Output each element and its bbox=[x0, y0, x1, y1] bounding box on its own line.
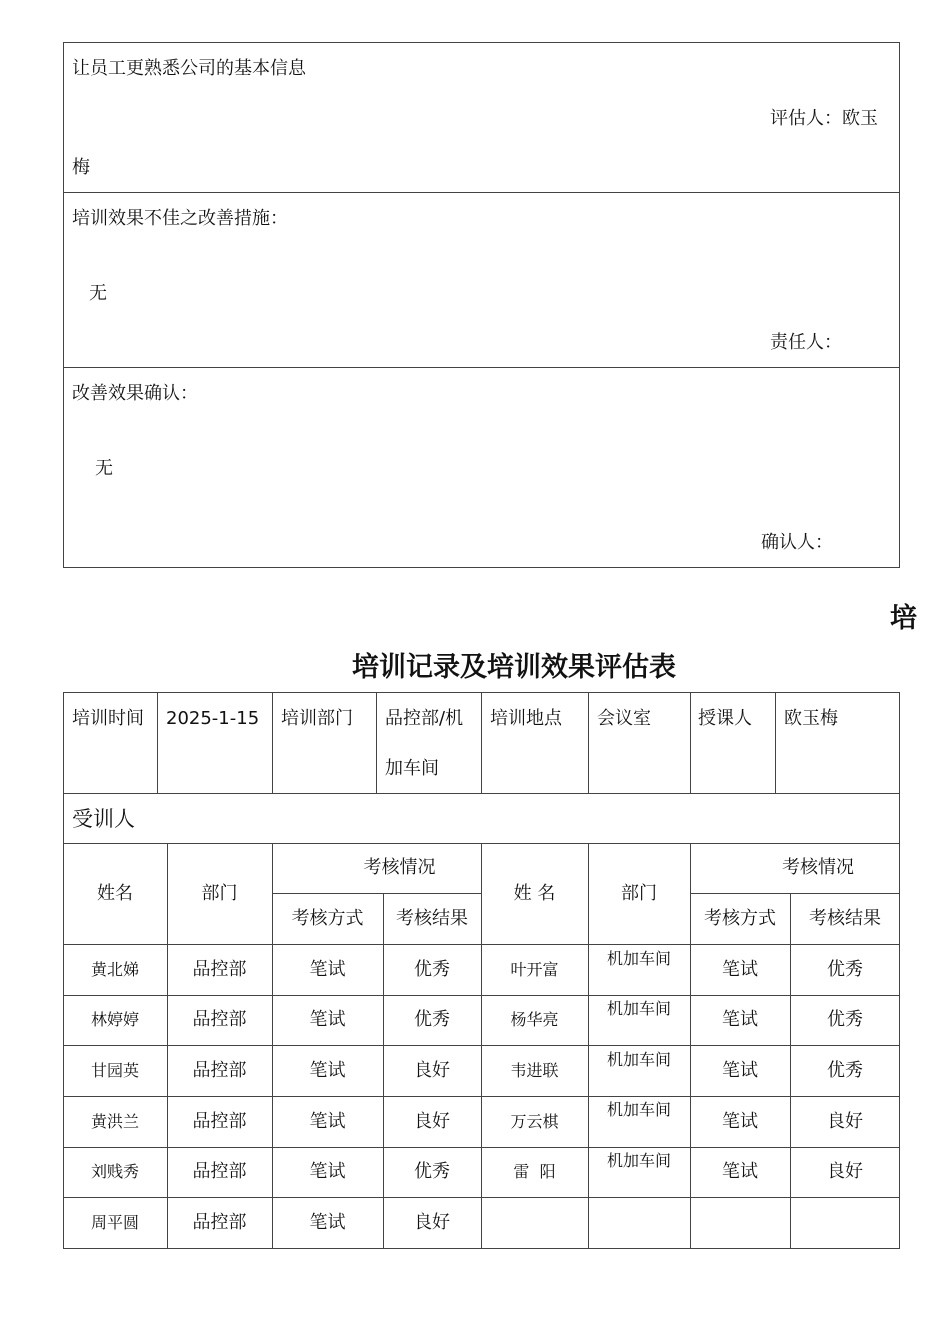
evaluator-label: 评估人：欧玉 bbox=[770, 108, 878, 129]
cell-dept-2: 机加车间 bbox=[606, 1050, 671, 1069]
confirm-label: 改善效果确认： bbox=[72, 383, 198, 404]
cell-name: 刘贱秀 bbox=[90, 1162, 139, 1181]
cell-result: 优秀 bbox=[414, 958, 450, 980]
trainees-label: 受训人 bbox=[72, 807, 135, 831]
cell-result: 优秀 bbox=[414, 1161, 450, 1182]
training-dept-value-wrap: 加车间 bbox=[385, 758, 439, 779]
cell-dept-2: 机加车间 bbox=[606, 999, 671, 1018]
col-header-result: 考核结果 bbox=[396, 907, 468, 929]
teacher-label: 授课人 bbox=[698, 708, 752, 729]
cell-name-2: 万云棋 bbox=[510, 1111, 559, 1131]
col-header-dept-2: 部门 bbox=[621, 882, 657, 904]
cell-result-2: 良好 bbox=[827, 1161, 863, 1182]
cell-dept-2: 机加车间 bbox=[606, 1100, 671, 1119]
cell-dept: 品控部 bbox=[192, 958, 247, 980]
col-header-method-2: 考核方式 bbox=[704, 907, 776, 929]
cell-name: 甘园英 bbox=[90, 1060, 139, 1080]
col-header-method: 考核方式 bbox=[291, 907, 364, 929]
cell-name: 黄北娣 bbox=[90, 959, 139, 979]
training-dept-label: 培训部门 bbox=[281, 708, 353, 729]
table-rule bbox=[272, 692, 273, 793]
title-fragment: 培 bbox=[890, 603, 917, 634]
cell-dept: 品控部 bbox=[192, 1161, 247, 1182]
cell-result-2: 优秀 bbox=[827, 1009, 863, 1030]
cell-dept: 品控部 bbox=[192, 1009, 247, 1030]
improve-measures-value: 无 bbox=[89, 283, 107, 304]
cell-method: 笔试 bbox=[309, 1009, 346, 1030]
cell-name: 周平圆 bbox=[90, 1213, 139, 1232]
cell-name-2: 杨华亮 bbox=[510, 1010, 559, 1029]
cell-method: 笔试 bbox=[309, 1059, 346, 1081]
table-rule bbox=[690, 692, 691, 793]
cell-method-2: 笔试 bbox=[722, 1059, 758, 1081]
cell-dept-2: 机加车间 bbox=[606, 949, 671, 968]
upper-divider bbox=[63, 192, 900, 193]
cell-result-2 bbox=[790, 1197, 900, 1249]
responsible-label: 责任人： bbox=[770, 332, 842, 353]
cell-method: 笔试 bbox=[309, 1212, 346, 1233]
evaluator-name-wrap: 梅 bbox=[72, 157, 90, 178]
improve-measures-label: 培训效果不佳之改善措施： bbox=[72, 208, 288, 229]
cell-name-2 bbox=[481, 1197, 588, 1249]
cell-result-2: 优秀 bbox=[827, 1059, 863, 1081]
cell-dept: 品控部 bbox=[192, 1110, 247, 1132]
training-place-value: 会议室 bbox=[597, 708, 651, 729]
table-rule bbox=[376, 692, 377, 793]
cell-method: 笔试 bbox=[309, 958, 346, 980]
table-rule bbox=[157, 692, 158, 793]
col-header-assess: 考核情况 bbox=[363, 857, 436, 878]
col-header-name-2: 姓 名 bbox=[513, 882, 556, 904]
table-rule bbox=[588, 692, 589, 793]
col-header-result-2: 考核结果 bbox=[809, 907, 881, 929]
cell-result: 良好 bbox=[414, 1110, 450, 1132]
col-header-name: 姓名 bbox=[97, 882, 133, 904]
training-dept-value: 品控部/机 bbox=[385, 708, 464, 729]
cell-name: 黄洪兰 bbox=[90, 1111, 139, 1131]
cell-name-2: 雷 阳 bbox=[513, 1162, 556, 1181]
table-rule bbox=[481, 692, 482, 793]
cell-name-2: 韦进联 bbox=[510, 1060, 559, 1080]
cell-result: 良好 bbox=[414, 1212, 450, 1233]
cell-result: 良好 bbox=[414, 1059, 450, 1081]
cell-dept: 品控部 bbox=[192, 1212, 247, 1233]
upper-divider bbox=[63, 367, 900, 368]
cell-result-2: 优秀 bbox=[827, 958, 863, 980]
cell-method-2: 笔试 bbox=[722, 958, 758, 980]
cell-name-2: 叶开富 bbox=[510, 959, 559, 979]
page-title: 培训记录及培训效果评估表 bbox=[352, 652, 676, 683]
cell-dept-2: 机加车间 bbox=[606, 1151, 671, 1170]
teacher-value: 欧玉梅 bbox=[784, 708, 838, 729]
col-header-dept: 部门 bbox=[201, 882, 238, 904]
training-time-label: 培训时间 bbox=[72, 708, 144, 729]
cell-method: 笔试 bbox=[309, 1110, 346, 1132]
training-time-value: 2025-1-15 bbox=[166, 708, 260, 729]
training-purpose: 让员工更熟悉公司的基本信息 bbox=[72, 58, 306, 79]
table-rule bbox=[775, 692, 776, 793]
cell-result: 优秀 bbox=[414, 1009, 450, 1030]
cell-method-2: 笔试 bbox=[722, 1161, 758, 1182]
cell-method-2: 笔试 bbox=[722, 1009, 758, 1030]
table-rule bbox=[63, 793, 900, 794]
cell-method-2 bbox=[690, 1197, 790, 1249]
col-header-assess-2: 考核情况 bbox=[782, 857, 854, 878]
cell-result-2: 良好 bbox=[827, 1110, 863, 1132]
cell-dept: 品控部 bbox=[192, 1059, 247, 1081]
confirmer-label: 确认人： bbox=[761, 532, 833, 553]
cell-name: 林婷婷 bbox=[90, 1010, 139, 1029]
cell-method-2: 笔试 bbox=[722, 1110, 758, 1132]
confirm-value: 无 bbox=[95, 458, 113, 479]
training-place-label: 培训地点 bbox=[490, 708, 562, 729]
cell-method: 笔试 bbox=[309, 1161, 346, 1182]
